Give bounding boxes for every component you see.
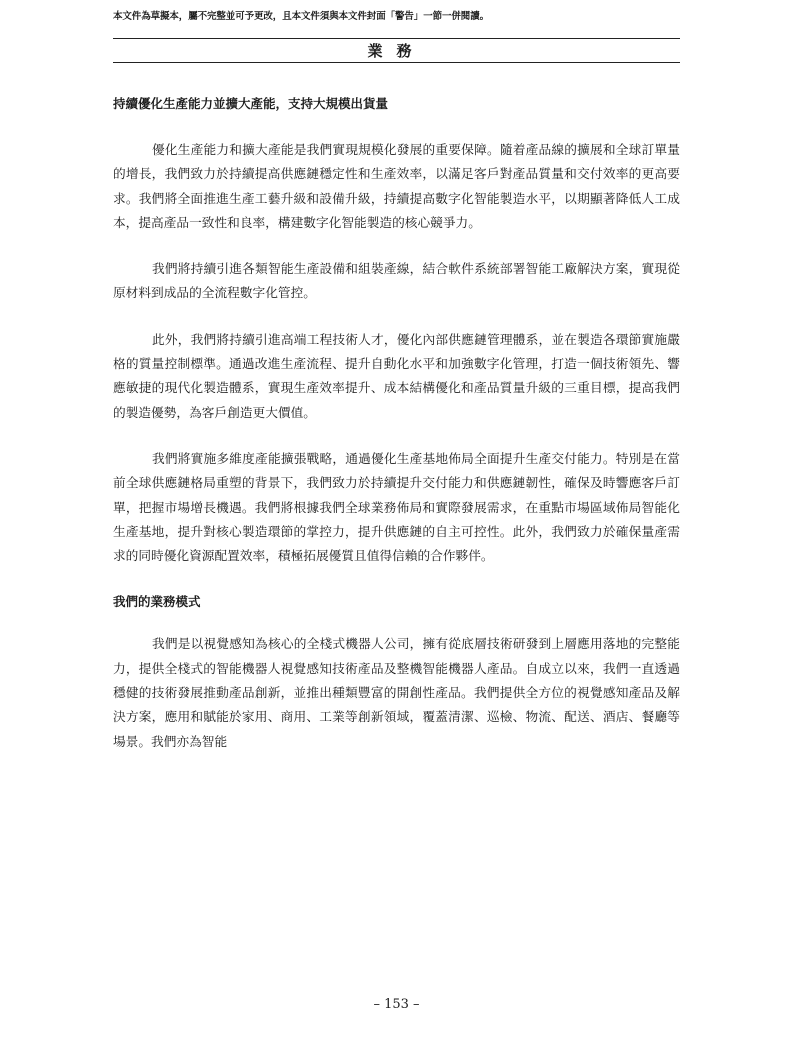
section-title: 業務 bbox=[367, 42, 426, 60]
section-heading-capacity: 持續優化生產能力並擴大產能，支持大規模出貨量 bbox=[113, 96, 389, 111]
section-heading-business-model: 我們的業務模式 bbox=[113, 594, 201, 610]
header-rule-bottom bbox=[113, 62, 680, 63]
paragraph-capacity-3: 此外，我們將持續引進高端工程技術人才，優化內部供應鏈管理體系，並在製造各環節實施嚴格的質量控制標準。通過改進生產流程、提升自動化水平和加強數字化管理，打造一個技術領先、響應敏捷的現代化製造體系，實現生產效率提升、成本結構優化和產品質量升級的三重目標，提高我們的製造優勢，為客戶創造更大價值。 bbox=[113, 331, 680, 420]
draft-disclaimer: 本文件為草擬本，屬不完整並可予更改，且本文件須與本文件封面「警告」一節一併閱讀。 bbox=[113, 11, 490, 22]
document-body bbox=[113, 96, 680, 754]
page-number: – 153 – bbox=[373, 997, 420, 1012]
paragraph-capacity-2: 我們將持續引進各類智能生產設備和組裝產線，結合軟件系統部署智能工廠解決方案，實現從原材料到成品的全流程數字化管控。 bbox=[113, 261, 680, 301]
header-rule-top bbox=[113, 38, 680, 39]
paragraph-business-model-1: 我們是以視覺感知為核心的全棧式機器人公司，擁有從底層技術研發到上層應用落地的完整能力，提供全棧式的智能機器人視覺感知技術產品及整機智能機器人產品。自成立以來，我們一直透過穩健的技術發展推動產品創新，並推出種類豐富的開創性產品。我們提供全方位的視覺感知產品及解決方案，應用和賦能於家用、商用、工業等創新領域，覆蓋清潔、巡檢、物流、配送、酒店、餐廳等場景。我們亦為智能 bbox=[113, 636, 680, 749]
paragraph-capacity-1: 優化生產能力和擴大產能是我們實現規模化發展的重要保障。隨着產品線的擴展和全球訂單量的增長，我們致力於持續提高供應鏈穩定性和生產效率，以滿足客戶對產品質量和交付效率的更高要求。我們將全面推進生產工藝升級和設備升級，持續提高數字化智能製造水平，以期顯著降低人工成本，提高產品一致性和良率，構建數字化智能製造的核心競爭力。 bbox=[113, 142, 680, 230]
paragraph-capacity-4: 我們將實施多維度產能擴張戰略，通過優化生產基地佈局全面提升生產交付能力。特別是在當前全球供應鏈格局重塑的背景下，我們致力於持續提升交付能力和供應鏈韌性，確保及時響應客戶訂單，把握市場增長機遇。我們將根據我們全球業務佈局和實際發展需求，在重點市場區域佈局智能化生產基地，提升對核心製造環節的掌控力，提升供應鏈的自主可控性。此外，我們致力於確保量產需求的同時優化資源配置效率，積極拓展優質且值得信賴的合作夥伴。 bbox=[113, 450, 680, 564]
